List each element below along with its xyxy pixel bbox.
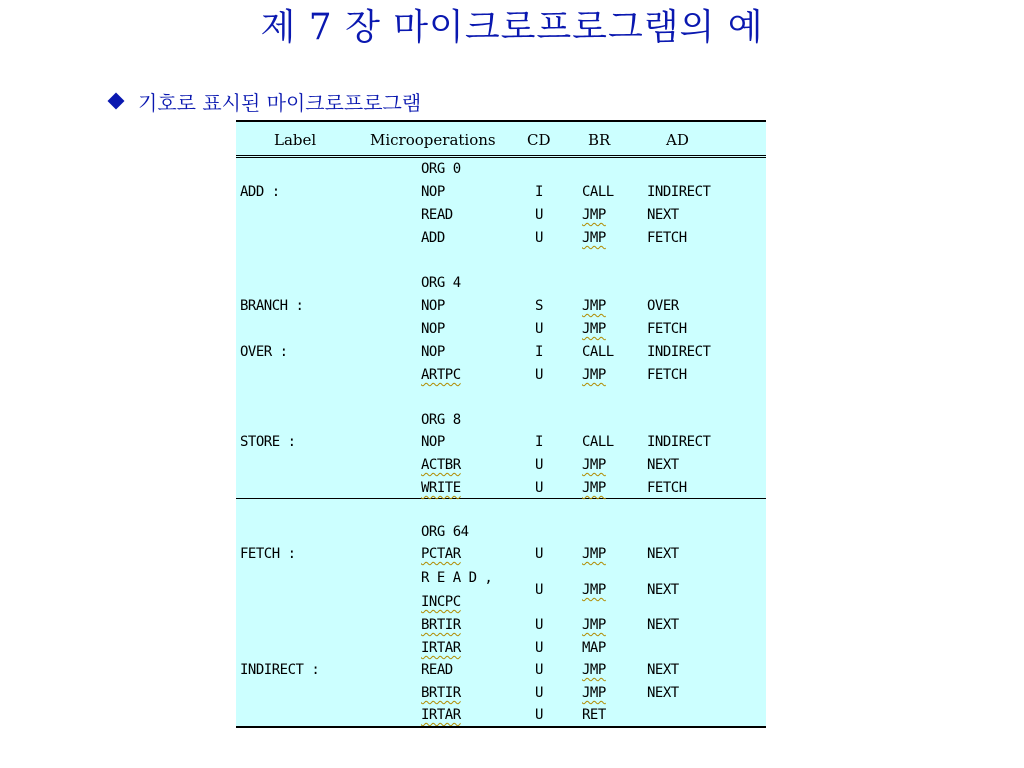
cell-br: JMP [582, 321, 606, 337]
cell-micro: NOP [421, 184, 445, 200]
cell-label: OVER : [240, 344, 288, 360]
cell-br: CALL [582, 344, 614, 360]
table-row [236, 295, 766, 317]
cell-ad: FETCH [647, 321, 687, 337]
cell-cd: I [535, 434, 543, 450]
cell-cd: U [535, 546, 543, 562]
table-row [236, 521, 766, 543]
cell-cd: U [535, 367, 543, 383]
cell-micro: ORG 8 [421, 412, 461, 428]
table-row [236, 341, 766, 363]
cell-micro: ADD [421, 230, 445, 246]
cell-micro: BRTIR [421, 685, 461, 701]
cell-label: FETCH : [240, 546, 296, 562]
table-row [236, 204, 766, 226]
cell-label: BRANCH : [240, 298, 304, 314]
cell-br: JMP [582, 480, 606, 496]
slide-title: 제 7 장 마이크로프로그램의 예 [260, 7, 764, 48]
table-row [236, 591, 766, 613]
cell-cd: U [535, 617, 543, 633]
cell-cd: U [535, 230, 543, 246]
cell-ad: FETCH [647, 480, 687, 496]
header-microoperations: Microoperations [370, 131, 496, 149]
cell-ad: NEXT [647, 457, 679, 473]
cell-cd: U [535, 640, 543, 656]
table-row [236, 318, 766, 340]
cell-br: JMP [582, 457, 606, 473]
cell-cd: U [535, 685, 543, 701]
cell-ad: NEXT [647, 662, 679, 678]
cell-micro: NOP [421, 344, 445, 360]
cell-br: JMP [582, 617, 606, 633]
cell-br: JMP [582, 207, 606, 223]
cell-br: JMP [582, 582, 606, 598]
cell-micro: ORG 64 [421, 524, 469, 540]
cell-br: JMP [582, 546, 606, 562]
table-row [236, 227, 766, 249]
table-row [236, 637, 766, 659]
table-row [236, 272, 766, 294]
cell-ad: NEXT [647, 582, 679, 598]
cell-micro: NOP [421, 321, 445, 337]
cell-ad: FETCH [647, 230, 687, 246]
table-row [236, 614, 766, 636]
table-row [236, 158, 766, 180]
header-ad: AD [666, 131, 689, 149]
cell-ad: OVER [647, 298, 679, 314]
cell-micro: ARTPC [421, 367, 461, 383]
table-row [236, 704, 766, 726]
cell-cd: U [535, 480, 543, 496]
cell-ad: INDIRECT [647, 184, 711, 200]
cell-micro: ORG 4 [421, 275, 461, 291]
cell-label: INDIRECT : [240, 662, 320, 678]
cell-br: MAP [582, 640, 606, 656]
bullet-row [106, 86, 421, 116]
cell-ad: INDIRECT [647, 434, 711, 450]
table-row [236, 181, 766, 203]
cell-br: CALL [582, 434, 614, 450]
table-bottom-rule [236, 726, 766, 728]
cell-ad: INDIRECT [647, 344, 711, 360]
cell-micro: R E A D , [421, 570, 493, 586]
table-row [236, 659, 766, 681]
cell-cd: U [535, 321, 543, 337]
cell-br: JMP [582, 230, 606, 246]
cell-cd: U [535, 707, 543, 723]
cell-ad: NEXT [647, 617, 679, 633]
cell-cd: U [535, 662, 543, 678]
cell-micro: READ [421, 662, 453, 678]
cell-micro: INCPC [421, 594, 461, 610]
table-row [236, 409, 766, 431]
table-row [236, 543, 766, 565]
cell-micro: IRTAR [421, 707, 461, 723]
cell-br: JMP [582, 662, 606, 678]
header-cd: CD [527, 131, 551, 149]
cell-cd: I [535, 344, 543, 360]
cell-label: ADD : [240, 184, 280, 200]
diamond-bullet-icon [108, 93, 125, 110]
cell-br: JMP [582, 367, 606, 383]
table-row [236, 364, 766, 386]
header-label: Label [274, 131, 317, 149]
table-header [236, 120, 766, 158]
cell-cd: U [535, 457, 543, 473]
header-br: BR [588, 131, 611, 149]
cell-micro: NOP [421, 298, 445, 314]
table-row [236, 431, 766, 453]
cell-cd: U [535, 207, 543, 223]
cell-br: JMP [582, 298, 606, 314]
cell-micro: PCTAR [421, 546, 461, 562]
cell-micro: ORG 0 [421, 161, 461, 177]
cell-ad: NEXT [647, 546, 679, 562]
cell-micro: NOP [421, 434, 445, 450]
cell-label: STORE : [240, 434, 296, 450]
cell-br: RET [582, 707, 606, 723]
cell-ad: FETCH [647, 367, 687, 383]
cell-cd: U [535, 582, 543, 598]
cell-cd: I [535, 184, 543, 200]
cell-micro: IRTAR [421, 640, 461, 656]
cell-micro: BRTIR [421, 617, 461, 633]
cell-cd: S [535, 298, 543, 314]
slide-subtitle: 기호로 표시된 마이크로프로그램 [138, 90, 422, 115]
cell-ad: NEXT [647, 685, 679, 701]
cell-br: CALL [582, 184, 614, 200]
table-row [236, 454, 766, 476]
cell-br: JMP [582, 685, 606, 701]
cell-ad: NEXT [647, 207, 679, 223]
table-row [236, 477, 766, 499]
microprogram-table [236, 120, 766, 728]
cell-micro: ACTBR [421, 457, 461, 473]
cell-micro: WRITE [421, 480, 461, 496]
cell-micro: READ [421, 207, 453, 223]
table-row [236, 682, 766, 704]
